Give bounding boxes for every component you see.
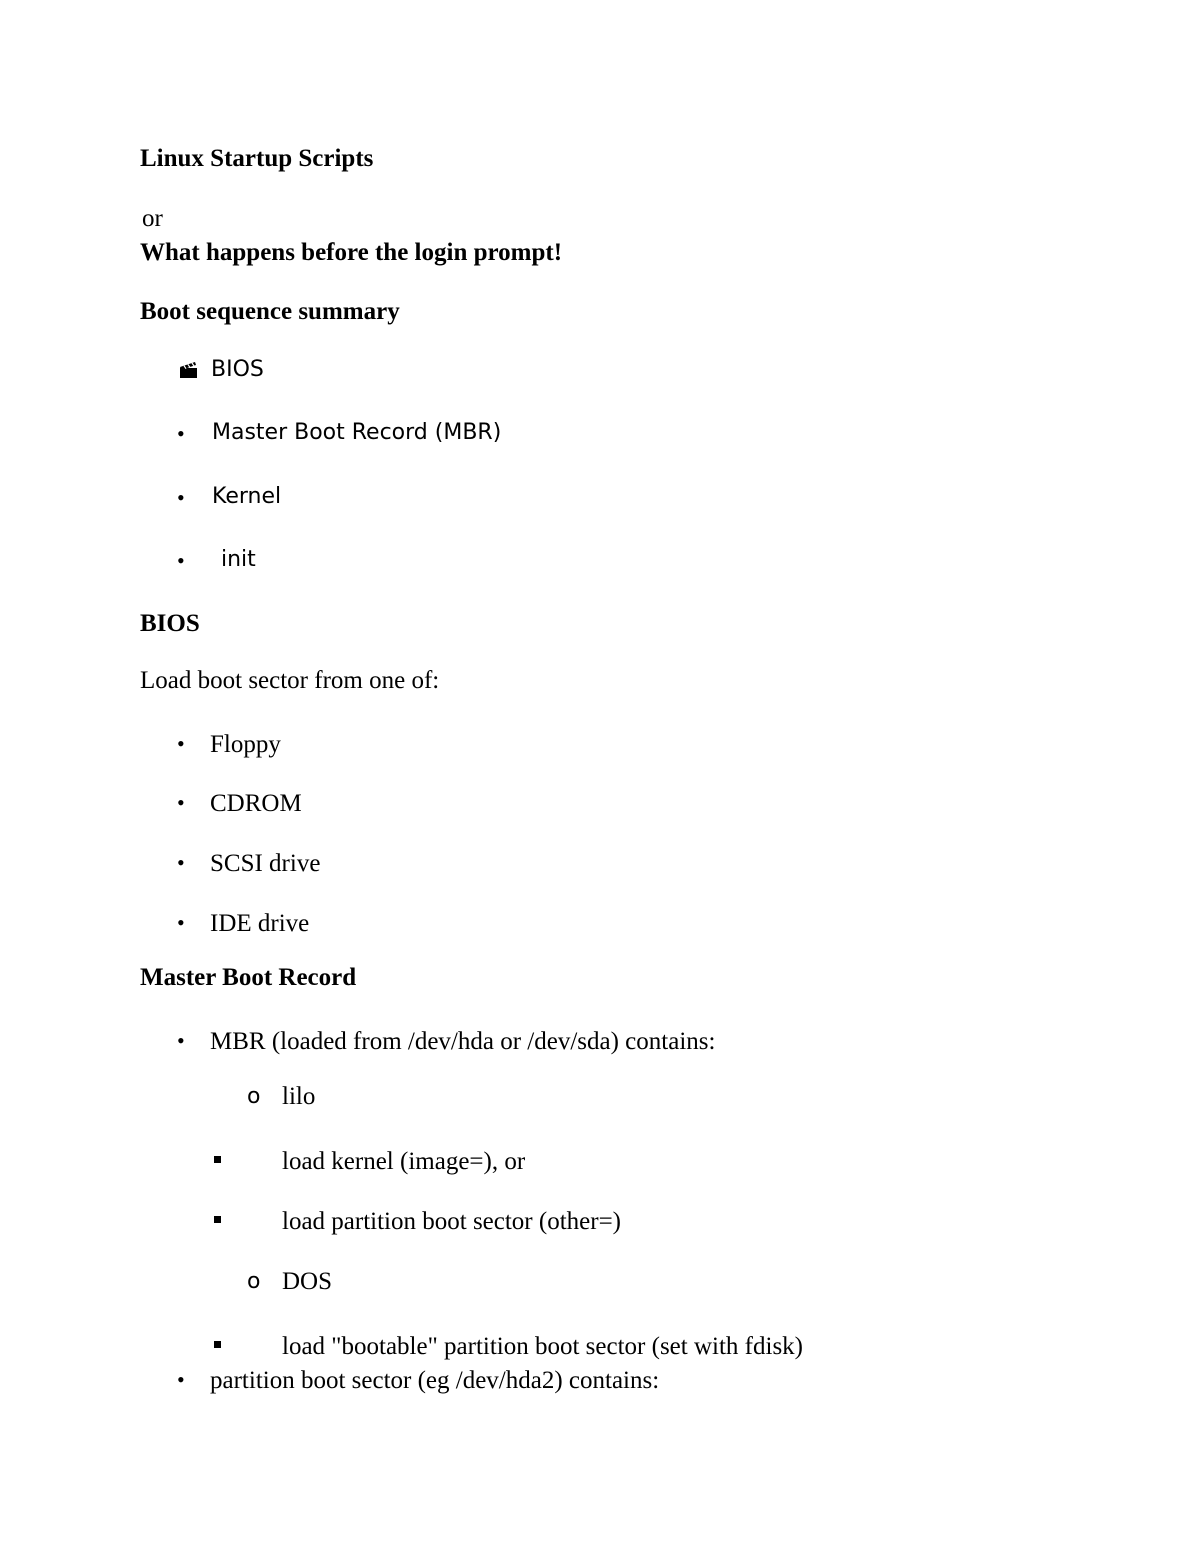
bios-heading: BIOS [140,610,200,637]
dos-item-load-bootable: load "bootable" partition boot sector (set with fdisk) [282,1333,803,1360]
bullet-icon: • [177,485,185,510]
bios-item-floppy: Floppy [210,731,281,758]
summary-heading: Boot sequence summary [140,298,400,325]
mbr-heading: Master Boot Record [140,964,357,991]
bios-item-scsi: SCSI drive [210,850,321,877]
clapperboard-icon [179,361,199,379]
square-bullet-icon [214,1156,221,1163]
bios-item-ide: IDE drive [210,910,310,937]
square-bullet-icon [214,1341,221,1348]
summary-item-init: init [221,547,256,572]
bullet-icon: • [177,421,185,446]
bullet-icon: • [177,548,185,573]
or-text: or [142,205,163,232]
mbr-item-partition-boot-sector: partition boot sector (eg /dev/hda2) contains: [210,1367,660,1394]
lilo-item-load-kernel: load kernel (image=), or [282,1148,526,1175]
circle-bullet-icon: o [247,1084,261,1109]
lilo-item-load-partition: load partition boot sector (other=) [282,1208,622,1235]
mbr-item-contains: MBR (loaded from /dev/hda or /dev/sda) contains: [210,1028,716,1055]
bullet-icon: • [177,850,185,875]
bullet-icon: • [177,731,185,756]
circle-bullet-icon: o [247,1269,261,1294]
summary-item-kernel: Kernel [212,484,282,509]
bios-intro: Load boot sector from one of: [140,667,440,694]
bios-item-cdrom: CDROM [210,790,302,817]
bullet-icon: • [177,1367,185,1392]
document-subtitle: What happens before the login prompt! [140,239,563,266]
mbr-subitem-dos: DOS [282,1268,333,1295]
summary-item-bios: BIOS [211,357,264,382]
document-title: Linux Startup Scripts [140,145,374,172]
square-bullet-icon [214,1216,221,1223]
bullet-icon: • [177,790,185,815]
mbr-subitem-lilo: lilo [282,1083,316,1110]
bullet-icon: • [177,1028,185,1053]
bullet-icon: • [177,910,185,935]
summary-item-mbr: Master Boot Record (MBR) [212,420,502,445]
